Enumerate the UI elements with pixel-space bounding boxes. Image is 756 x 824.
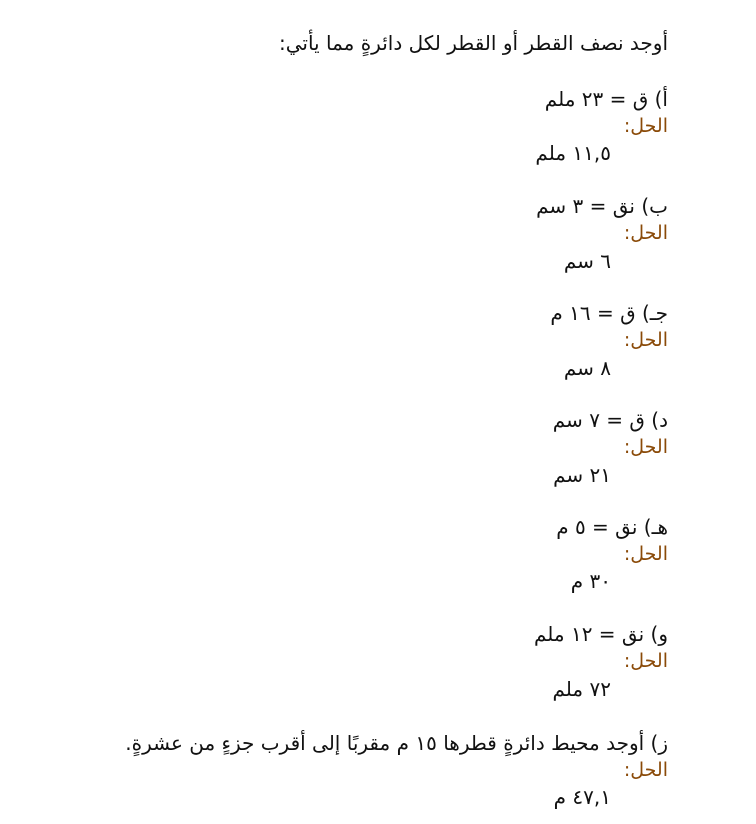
problem-a-question: أ) ق = ٢٣ ملم — [544, 87, 668, 111]
problem-f-solution-label: الحل: — [623, 650, 668, 672]
problem-e-answer: ٣٠ م — [570, 569, 611, 593]
problem-g-question: ز) أوجد محيط دائرةٍ قطرها ١٥ م مقربًا إلى أقرب جزءٍ من عشرةٍ. — [125, 731, 668, 755]
problem-a-answer: ١١,٥ ملم — [535, 141, 611, 165]
problem-g-solution-label: الحل: — [623, 759, 668, 781]
problem-b-solution-label: الحل: — [623, 222, 668, 244]
problem-c-answer: ٨ سم — [563, 356, 611, 380]
problem-e-solution-label: الحل: — [623, 543, 668, 565]
problem-f-question: و) نق = ١٢ ملم — [533, 622, 668, 646]
problem-g-answer: ٤٧,١ م — [553, 785, 611, 809]
problem-c-solution-label: الحل: — [623, 329, 668, 351]
problem-e-question: هـ) نق = ٥ م — [556, 515, 668, 539]
problem-d-solution-label: الحل: — [623, 436, 668, 458]
problem-b-answer: ٦ سم — [563, 249, 611, 273]
problem-a-solution-label: الحل: — [623, 115, 668, 137]
problem-b-question: ب) نق = ٣ سم — [536, 194, 668, 218]
worksheet-title: أوجد نصف القطر أو القطر لكل دائرةٍ مما يأتي: — [278, 31, 668, 55]
problem-d-answer: ٢١ سم — [553, 463, 611, 487]
problem-c-question: جـ) ق = ١٦ م — [550, 301, 668, 325]
problem-f-answer: ٧٢ ملم — [552, 677, 611, 701]
problem-d-question: د) ق = ٧ سم — [552, 408, 668, 432]
